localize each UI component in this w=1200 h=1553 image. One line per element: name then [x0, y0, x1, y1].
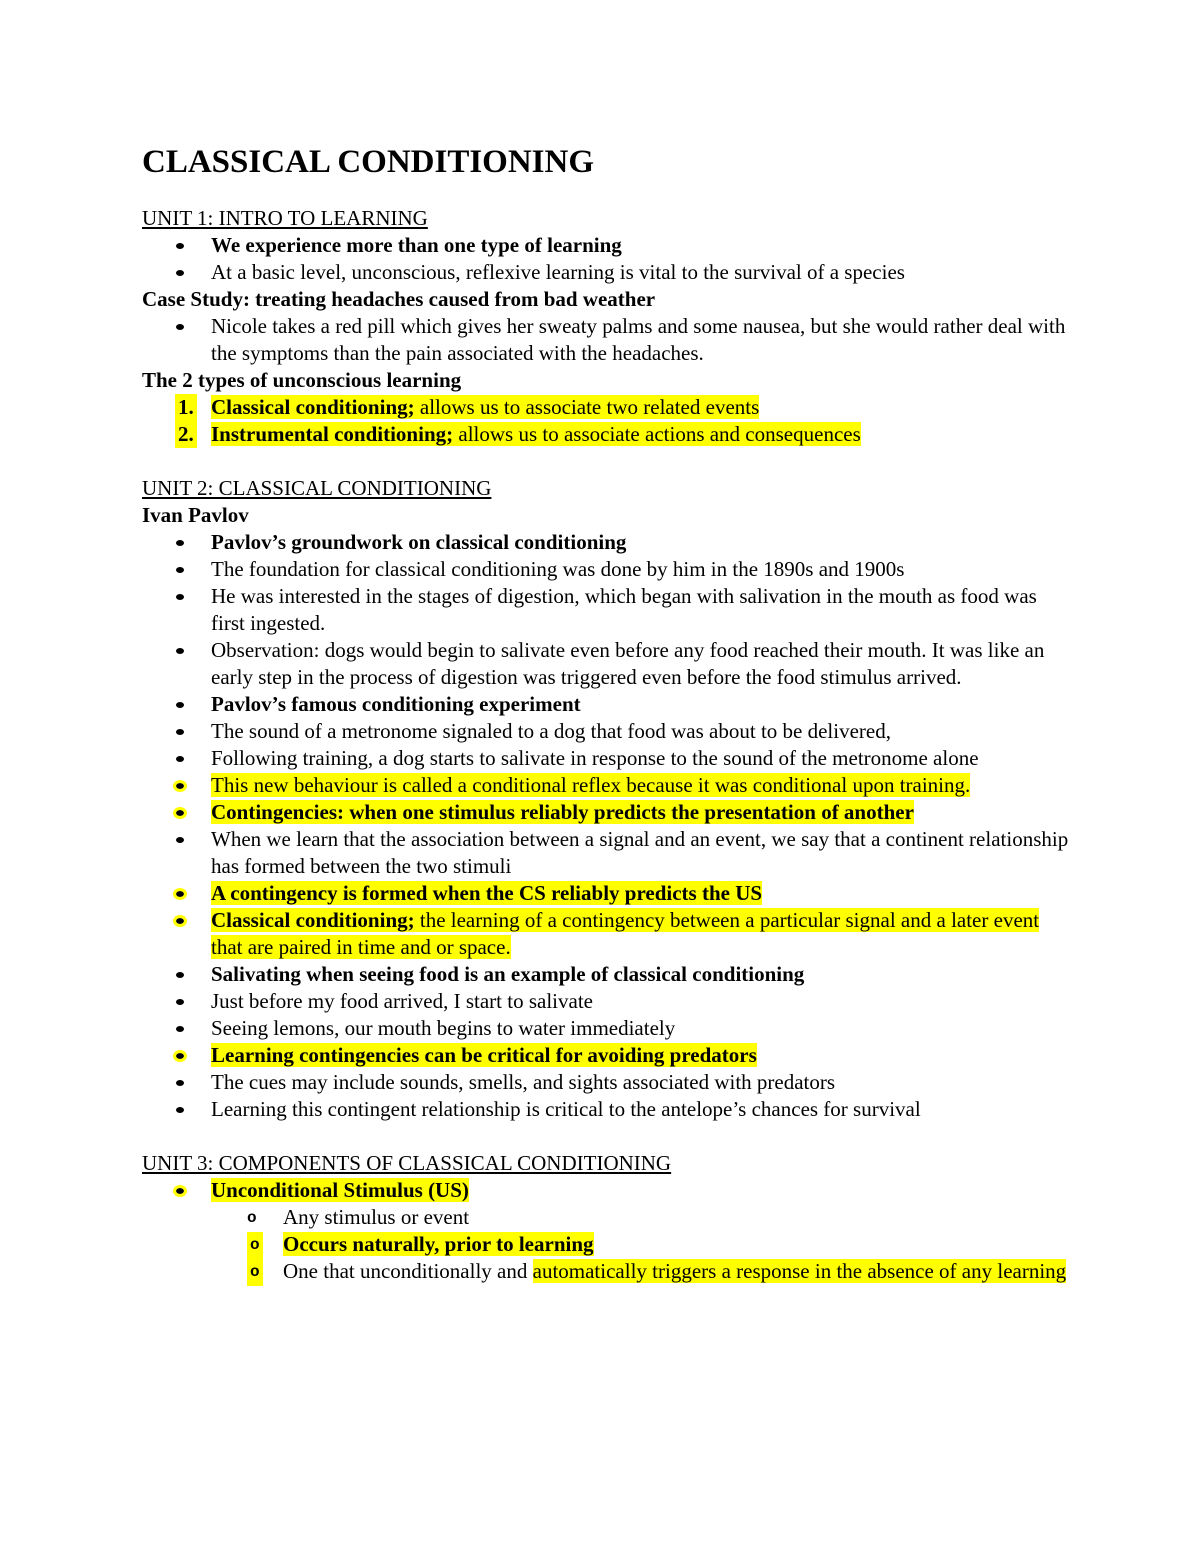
list-item: The sound of a metronome signaled to a dog that food was about to be delivered, [142, 718, 1072, 745]
unit2-heading: UNIT 2: CLASSICAL CONDITIONING [142, 476, 492, 500]
list-number: 1. [175, 394, 197, 421]
list-item: When we learn that the association between a signal and an event, we say that a continent relationship has formed between the two stimuli [142, 826, 1072, 880]
unit2-subheading: Ivan Pavlov [142, 503, 249, 527]
list-item: This new behaviour is called a conditional reflex because it was conditional upon training. [142, 772, 1072, 799]
list-item: Following training, a dog starts to salivate in response to the sound of the metronome alone [142, 745, 1072, 772]
list-item: Salivating when seeing food is an example of classical conditioning [142, 961, 1072, 988]
list-item: Learning this contingent relationship is critical to the antelope’s chances for survival [142, 1096, 1072, 1123]
unit1-bullet-list [142, 232, 1072, 286]
document-title: CLASSICAL CONDITIONING [142, 144, 595, 180]
list-item: The cues may include sounds, smells, and sights associated with predators [142, 1069, 1072, 1096]
list-item: Pavlov’s groundwork on classical conditioning [142, 529, 1072, 556]
sub-bullet-icon: o [247, 1209, 257, 1227]
document-page [142, 140, 1072, 1285]
list-item: At a basic level, unconscious, reflexive learning is vital to the survival of a species [142, 259, 1072, 286]
case-study-list [142, 313, 1072, 367]
list-item: 2. Instrumental conditioning; allows us to associate actions and consequences [142, 421, 1072, 448]
list-item: He was interested in the stages of digestion, which began with salivation in the mouth as food was first ingested. [142, 583, 1072, 637]
list-item: Pavlov’s famous conditioning experiment [142, 691, 1072, 718]
sub-list-item: o One that unconditionally and automatically triggers a response in the absence of any learning [142, 1258, 1072, 1285]
list-item: Classical conditioning; the learning of a contingency between a particular signal and a later event that are paired in time and or space. [142, 907, 1072, 961]
list-item: The foundation for classical conditioning was done by him in the 1890s and 1900s [142, 556, 1072, 583]
list-item: Learning contingencies can be critical for avoiding predators [142, 1042, 1072, 1069]
list-item: A contingency is formed when the CS reliably predicts the US [142, 880, 1072, 907]
list-item: Observation: dogs would begin to salivate even before any food reached their mouth. It was like an early step in the process of digestion was triggered even before the food stimulus arrived. [142, 637, 1072, 691]
unit3-heading: UNIT 3: COMPONENTS OF CLASSICAL CONDITIONING [142, 1151, 672, 1175]
list-item: Seeing lemons, our mouth begins to water immediately [142, 1015, 1072, 1042]
sub-bullet-icon: o [247, 1259, 263, 1286]
unit3-bullet-list [142, 1177, 1072, 1285]
list-item: 1. Classical conditioning; allows us to associate two related events [142, 394, 1072, 421]
types-list [142, 394, 1072, 448]
sub-bullet-icon: o [247, 1232, 263, 1259]
list-item: Just before my food arrived, I start to salivate [142, 988, 1072, 1015]
case-study-heading: Case Study: treating headaches caused from bad weather [142, 287, 656, 311]
unit2-bullet-list [142, 529, 1072, 1123]
sub-list-item: o Occurs naturally, prior to learning [142, 1231, 1072, 1258]
list-number: 2. [175, 421, 197, 448]
list-item: Unconditional Stimulus (US) [142, 1177, 1072, 1204]
list-item: Nicole takes a red pill which gives her sweaty palms and some nausea, but she would rather deal with the symptoms than the pain associated with the headaches. [142, 313, 1072, 367]
unit1-heading: UNIT 1: INTRO TO LEARNING [142, 206, 428, 230]
types-heading: The 2 types of unconscious learning [142, 368, 462, 392]
sub-list-item: o Any stimulus or event [142, 1204, 1072, 1231]
list-item: Contingencies: when one stimulus reliably predicts the presentation of another [142, 799, 1072, 826]
list-item: We experience more than one type of learning [142, 232, 1072, 259]
